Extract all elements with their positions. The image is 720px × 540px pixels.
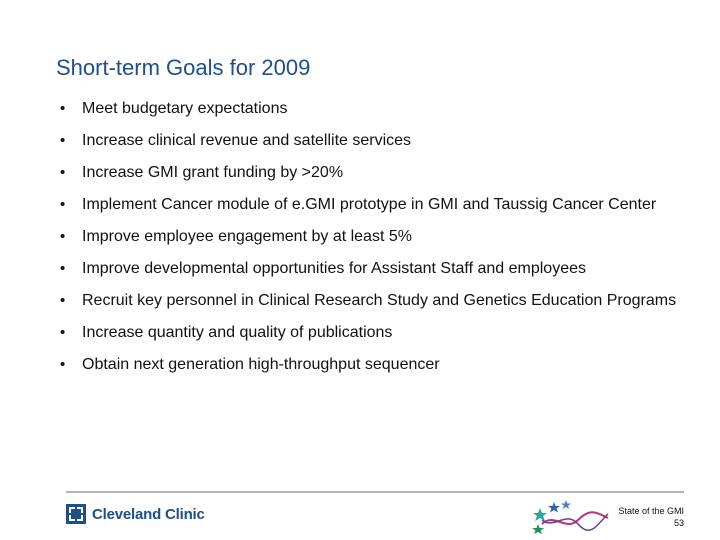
footer-caption <box>618 505 684 529</box>
goal-item <box>60 226 690 247</box>
goal-text: Obtain next generation high-throughput sequencer <box>82 356 440 373</box>
goal-item <box>60 98 690 119</box>
goal-text: Increase GMI grant funding by >20% <box>82 164 344 181</box>
goal-text: Meet budgetary expectations <box>82 100 288 117</box>
footer-divider <box>66 491 684 493</box>
presentation-title: State of the GMI <box>618 506 684 516</box>
cleveland-clinic-logo <box>66 504 205 524</box>
gmi-dna-stars-icon <box>532 498 612 534</box>
goal-item <box>60 194 690 215</box>
bullet-icon: • <box>60 356 66 373</box>
goal-item <box>60 322 690 343</box>
goal-text: Improve developmental opportunities for Assistant Staff and employees <box>82 260 586 277</box>
cleveland-clinic-cross-icon <box>66 504 86 524</box>
goal-text: Implement Cancer module of e.GMI prototype in GMI and Taussig Cancer Center <box>82 196 657 213</box>
bullet-icon: • <box>60 164 66 181</box>
goal-text: Increase quantity and quality of publications <box>82 324 393 341</box>
bullet-icon: • <box>60 228 66 245</box>
goals-list <box>60 98 690 386</box>
bullet-icon: • <box>60 196 66 213</box>
bullet-icon: • <box>60 292 66 309</box>
bullet-icon: • <box>60 100 66 117</box>
goal-item <box>60 290 690 311</box>
bullet-icon: • <box>60 260 66 277</box>
goal-item <box>60 130 690 151</box>
bullet-icon: • <box>60 324 66 341</box>
bullet-icon: • <box>60 132 66 149</box>
goal-text: Increase clinical revenue and satellite services <box>82 132 412 149</box>
slide-title: Short-term Goals for 2009 <box>56 55 311 80</box>
page-number: 53 <box>673 518 684 528</box>
goal-item <box>60 162 690 183</box>
goal-item <box>60 354 690 375</box>
goal-item <box>60 258 690 279</box>
goal-text: Improve employee engagement by at least 5% <box>82 228 412 245</box>
logo-text: Cleveland Clinic <box>92 505 205 523</box>
goal-text: Recruit key personnel in Clinical Research Study and Genetics Education Programs <box>82 292 677 309</box>
